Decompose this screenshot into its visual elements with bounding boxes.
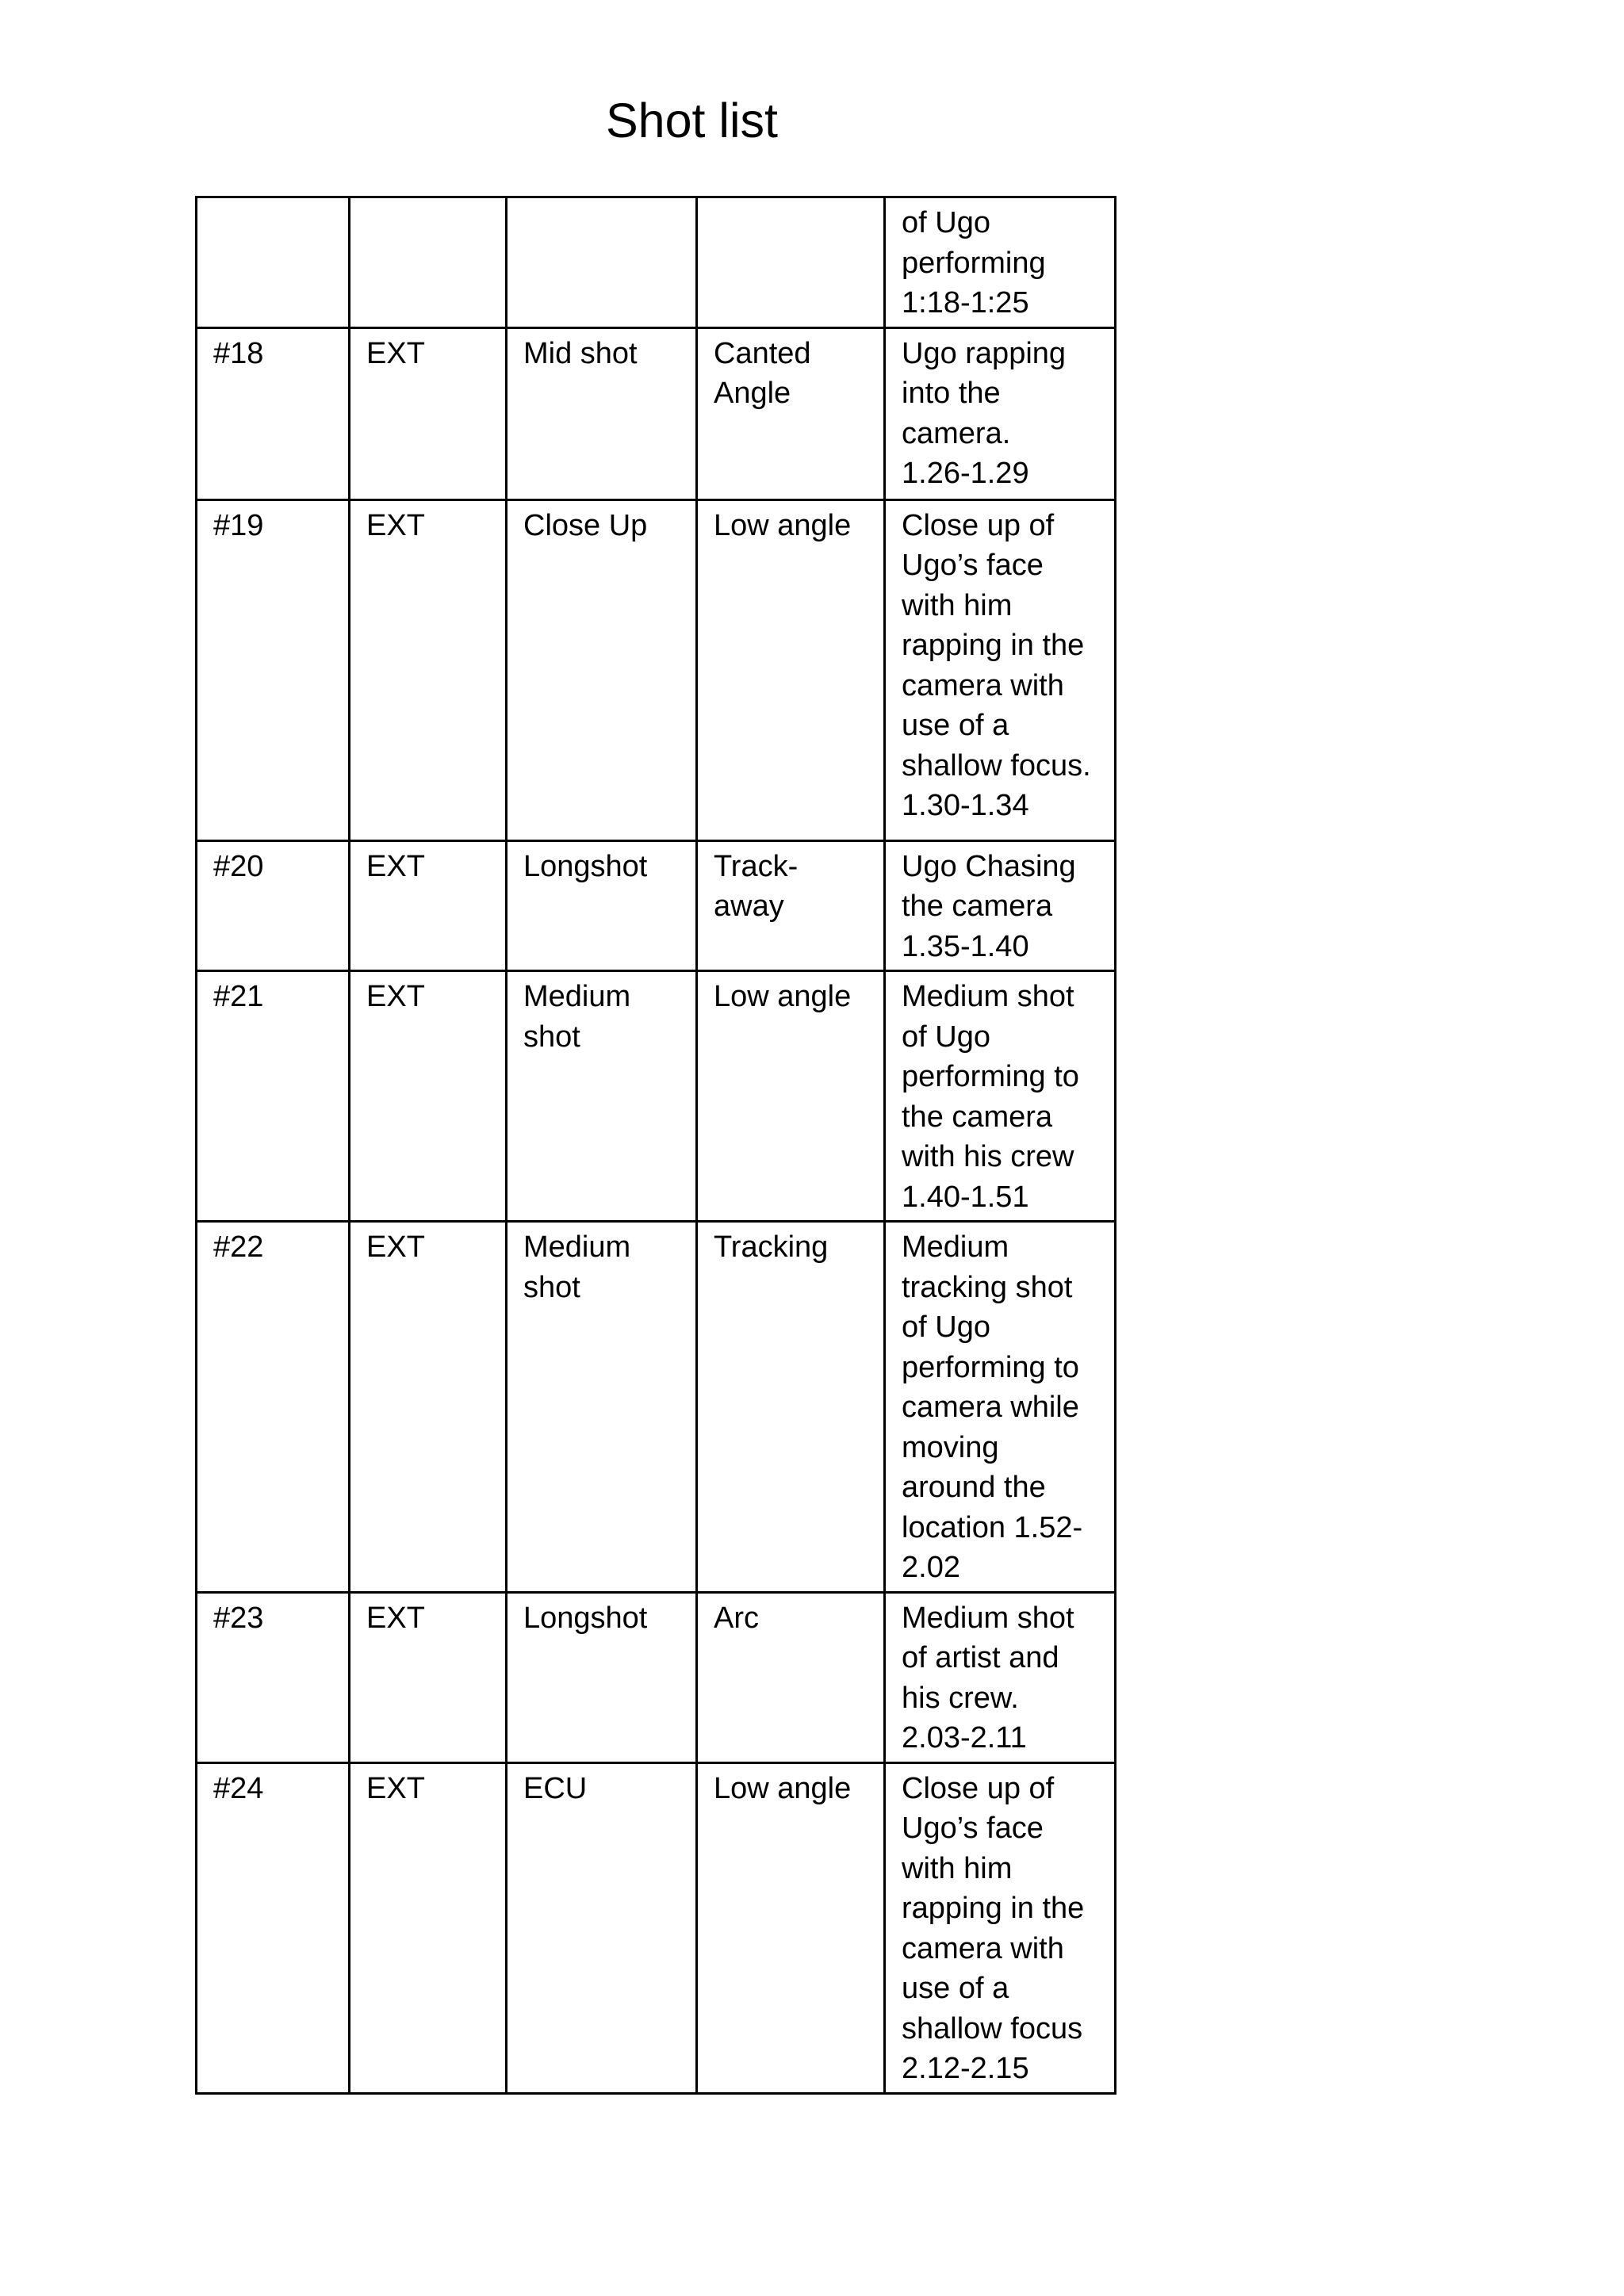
description-line: Close up of <box>902 508 1055 542</box>
description-cell <box>885 1592 1116 1762</box>
camera-angle-cell: Low angle <box>697 1762 885 2093</box>
description-line: Ugo’s face <box>902 1812 1044 1845</box>
page-title: Shot list <box>606 94 778 147</box>
shot-number-cell: #24 <box>197 1762 350 2093</box>
description-line: Ugo Chasing <box>902 849 1076 883</box>
table-row <box>197 197 1116 328</box>
description-line: Medium <box>902 1230 1009 1264</box>
description-line: location 1.52- <box>902 1510 1083 1544</box>
description-line: Medium shot <box>902 980 1074 1013</box>
shot-number-cell <box>197 197 350 328</box>
camera-angle-cell: Tracking <box>697 1222 885 1593</box>
shot-size-cell: Longshot <box>507 840 697 971</box>
description-line: performing to <box>902 1350 1079 1384</box>
camera-angle-line: Canted <box>714 336 811 370</box>
description-line: rapping in the <box>902 629 1085 662</box>
description-line: Ugo rapping <box>902 336 1067 370</box>
shot-size-cell <box>507 197 697 328</box>
location-cell <box>350 197 507 328</box>
camera-angle-cell <box>697 197 885 328</box>
description-line: shallow focus <box>902 2011 1083 2045</box>
location-cell: EXT <box>350 840 507 971</box>
description-line: 1.30-1.34 <box>902 789 1029 822</box>
table-row <box>197 840 1116 971</box>
description-line: around the <box>902 1471 1046 1504</box>
description-line: rapping in the <box>902 1892 1085 1925</box>
description-line: performing to <box>902 1060 1079 1093</box>
table-row <box>197 1592 1116 1762</box>
shot-number-cell: #20 <box>197 840 350 971</box>
location-cell: EXT <box>350 327 507 499</box>
description-line: the camera <box>902 890 1053 923</box>
table-row <box>197 327 1116 499</box>
location-cell: EXT <box>350 1222 507 1593</box>
shot-list-table <box>195 196 1116 2095</box>
location-cell: EXT <box>350 971 507 1222</box>
description-line: camera. <box>902 416 1011 450</box>
description-line: of artist and <box>902 1641 1059 1674</box>
camera-angle-cell <box>697 327 885 499</box>
description-line: 2.03-2.11 <box>902 1721 1027 1755</box>
description-line: 1.26-1.29 <box>902 457 1029 490</box>
description-line: Ugo’s face <box>902 549 1044 582</box>
shot-size-line: shot <box>523 1020 580 1054</box>
description-line: camera with <box>902 668 1064 702</box>
description-cell <box>885 1762 1116 2093</box>
shot-size-cell <box>507 971 697 1222</box>
description-line: with his crew <box>902 1140 1074 1173</box>
description-cell <box>885 499 1116 840</box>
description-line: the camera <box>902 1100 1053 1134</box>
description-cell <box>885 197 1116 328</box>
description-line: Close up of <box>902 1771 1055 1805</box>
description-line: 1:18-1:25 <box>902 286 1029 320</box>
shot-size-cell: Close Up <box>507 499 697 840</box>
camera-angle-cell: Low angle <box>697 499 885 840</box>
description-line: 1.40-1.51 <box>902 1180 1029 1214</box>
camera-angle-line: Angle <box>714 377 791 410</box>
shot-number-cell: #21 <box>197 971 350 1222</box>
shot-number-cell: #23 <box>197 1592 350 1762</box>
shot-size-cell <box>507 1222 697 1593</box>
description-line: of Ugo <box>902 206 990 239</box>
table-row <box>197 499 1116 840</box>
camera-angle-cell: Track-away <box>697 840 885 971</box>
table-row <box>197 1222 1116 1593</box>
description-line: use of a <box>902 1972 1009 2005</box>
description-cell <box>885 1222 1116 1593</box>
description-line: of Ugo <box>902 1020 990 1054</box>
shot-number-cell: #22 <box>197 1222 350 1593</box>
description-line: 2.02 <box>902 1551 960 1584</box>
table-row <box>197 1762 1116 2093</box>
description-line: moving <box>902 1430 999 1464</box>
camera-angle-cell: Low angle <box>697 971 885 1222</box>
description-line: camera with <box>902 1931 1064 1965</box>
location-cell: EXT <box>350 1592 507 1762</box>
shot-size-cell: ECU <box>507 1762 697 2093</box>
description-line: of Ugo <box>902 1311 990 1344</box>
description-line: camera while <box>902 1391 1079 1424</box>
location-cell: EXT <box>350 1762 507 2093</box>
description-cell <box>885 327 1116 499</box>
description-line: shallow focus. <box>902 748 1091 783</box>
table-row <box>197 971 1116 1222</box>
description-line: Medium shot <box>902 1601 1074 1635</box>
description-line: tracking shot <box>902 1270 1073 1304</box>
shot-number-cell: #18 <box>197 327 350 499</box>
description-line: use of a <box>902 709 1009 742</box>
description-line: 2.12-2.15 <box>902 2052 1029 2085</box>
description-line: with him <box>902 1851 1013 1885</box>
camera-angle-cell: Arc <box>697 1592 885 1762</box>
description-line: performing <box>902 246 1046 280</box>
shot-size-line: Medium <box>523 980 631 1013</box>
shot-size-cell: Mid shot <box>507 327 697 499</box>
shot-number-cell: #19 <box>197 499 350 840</box>
description-line: with him <box>902 588 1013 622</box>
shot-size-line: Medium <box>523 1230 631 1264</box>
location-cell: EXT <box>350 499 507 840</box>
description-cell <box>885 971 1116 1222</box>
description-line: 1.35-1.40 <box>902 929 1029 963</box>
description-cell <box>885 840 1116 971</box>
shot-size-line: shot <box>523 1270 580 1304</box>
description-line: his crew. <box>902 1681 1019 1715</box>
description-line: into the <box>902 377 1001 410</box>
shot-size-cell: Longshot <box>507 1592 697 1762</box>
